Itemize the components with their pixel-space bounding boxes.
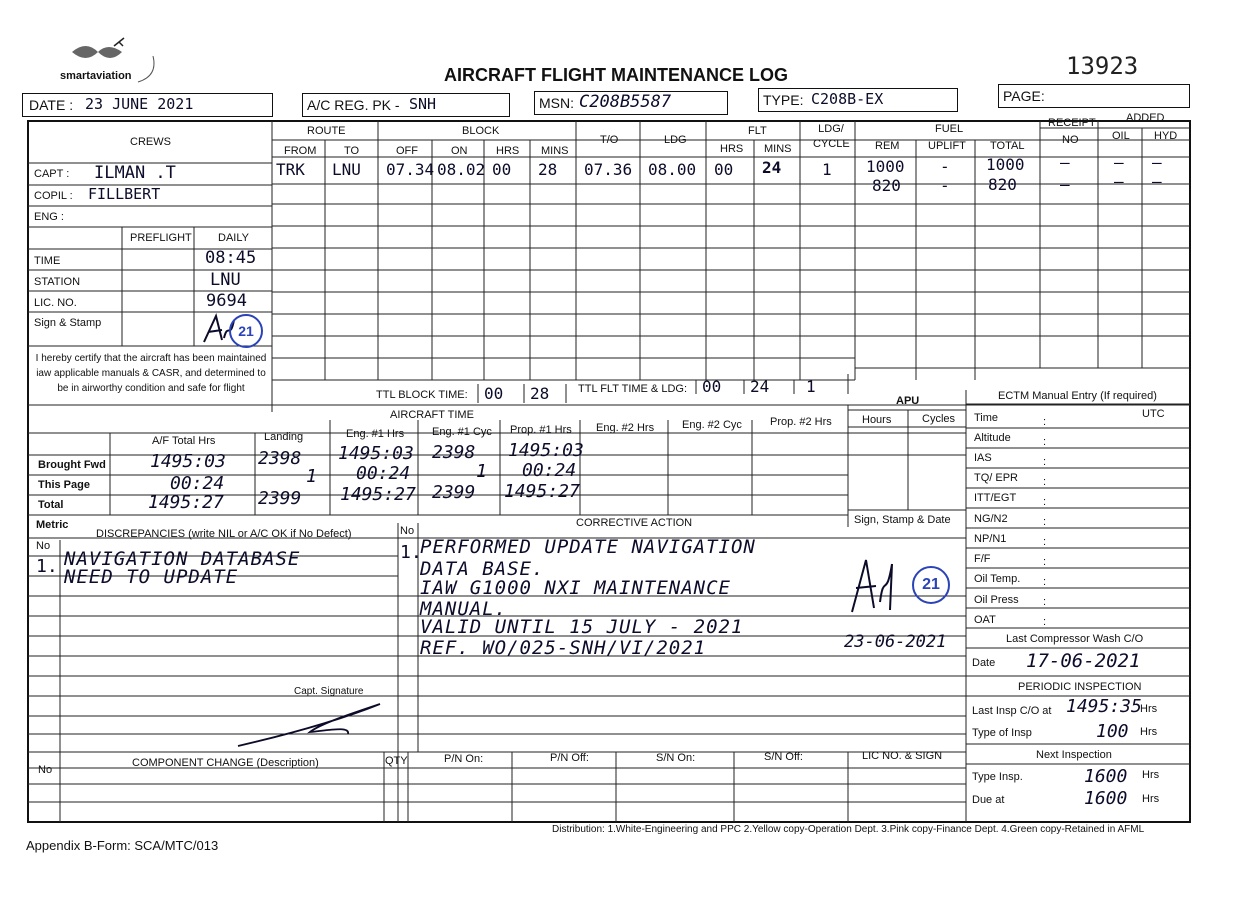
station-value: LNU xyxy=(210,270,241,290)
from-header: FROM xyxy=(284,145,317,157)
sign-stamp-label: Sign & Stamp xyxy=(34,317,102,329)
receipt-value-2: — xyxy=(1060,175,1070,194)
af-brought-fwd: 1495:03 xyxy=(150,451,226,472)
af-total: 1495:27 xyxy=(148,492,224,513)
next-type-value: 1600 xyxy=(1084,766,1128,787)
landing-header: Landing xyxy=(264,431,304,443)
copil-label: COPIL : xyxy=(34,190,73,202)
oil-value-2: — xyxy=(1114,172,1124,191)
discrepancy-line-1: NAVIGATION DATABASE xyxy=(64,548,301,570)
copil-value: FILLBERT xyxy=(88,185,161,203)
logo-text: smartaviation xyxy=(60,70,132,82)
capt-label: CAPT : xyxy=(34,168,70,180)
eng1-hrs-this-page: 00:24 xyxy=(356,463,411,484)
component-no-header: No xyxy=(38,764,53,776)
type-insp-value: 100 xyxy=(1096,721,1129,742)
from-value: TRK xyxy=(276,160,305,179)
due-at-label: Due at xyxy=(972,794,1005,806)
corrective-line-2: DATA BASE. xyxy=(420,558,545,580)
ttl-flt-label: TTL FLT TIME & LDG: xyxy=(578,383,688,395)
eng2-hrs-header: Eng. #2 Hrs xyxy=(596,422,655,434)
last-insp-value: 1495:35 xyxy=(1066,696,1142,717)
capt-value: ILMAN .T xyxy=(94,163,176,183)
landing-brought-fwd: 2398 xyxy=(258,448,302,469)
eng1-cyc-total: 2399 xyxy=(432,482,476,503)
af-total-hrs-header: A/F Total Hrs xyxy=(152,435,216,447)
ttl-ldg: 1 xyxy=(806,377,816,396)
prop1-this-page: 00:24 xyxy=(522,460,577,481)
msn-label: MSN: xyxy=(539,95,574,111)
landing-this-page: 1 xyxy=(306,466,317,487)
receipt-header: RECEIPT xyxy=(1048,117,1096,129)
flt-hrs-header: HRS xyxy=(720,143,744,155)
landing-total: 2399 xyxy=(258,488,302,509)
flt-header: FLT xyxy=(748,125,767,137)
uplift-value-1: - xyxy=(940,157,950,176)
added-header: ADDED xyxy=(1126,112,1165,124)
to-time-value: 07.36 xyxy=(584,160,633,179)
capt-signature-label: Capt. Signature xyxy=(294,686,364,697)
total-label: Total xyxy=(38,499,64,511)
corrective-line-4: MANUAL. xyxy=(420,598,508,620)
time-label: TIME xyxy=(34,255,61,267)
compressor-wash-header: Last Compressor Wash C/O xyxy=(1006,633,1144,645)
rem-header: REM xyxy=(875,140,900,152)
lic-label: LIC. NO. xyxy=(34,297,77,309)
corrective-no-header: No xyxy=(400,525,415,537)
ectm-ias: IAS xyxy=(974,452,992,464)
mins-header: MINS xyxy=(541,145,569,157)
eng-label: ENG : xyxy=(34,211,64,223)
periodic-inspection-header: PERIODIC INSPECTION xyxy=(1018,681,1142,693)
appendix-label: Appendix B-Form: SCA/MTC/013 xyxy=(26,838,219,853)
corrective-date-signed: 23-06-2021 xyxy=(844,632,947,652)
block-header: BLOCK xyxy=(462,125,500,137)
off-header: OFF xyxy=(396,145,418,157)
eng1-hrs-brought-fwd: 1495:03 xyxy=(338,443,414,464)
ttl-block-mins: 28 xyxy=(530,384,550,403)
date-label: DATE : xyxy=(29,97,74,113)
flt-hrs-value: 00 xyxy=(714,160,734,179)
eng1-cyc-this-page: 1 xyxy=(476,461,487,482)
acreg-value: SNH xyxy=(409,95,437,113)
distribution-note: Distribution: 1.White-Engineering and PPC 2.Yellow copy-Operation Dept. 3.Pink copy-Finance Dept. 4.Green copy-Retained in AFML xyxy=(552,824,1145,835)
rem-value-1: 1000 xyxy=(866,157,905,176)
eng1-cyc-header: Eng. #1 Cyc xyxy=(432,426,492,438)
component-sn-on-header: S/N On: xyxy=(656,752,696,764)
discrepancy-header: DISCREPANCIES (write NIL or A/C OK if No Defect) xyxy=(96,528,352,540)
fuel-total-value-2: 820 xyxy=(988,175,1017,194)
component-qty-header: QTY xyxy=(385,755,408,767)
ectm-tq-epr: TQ/ EPR xyxy=(974,472,1019,484)
ectm-colons: : : : : : : : : : : : xyxy=(1043,416,1047,628)
last-insp-label: Last Insp C/O at xyxy=(972,705,1052,717)
ldg-time-value: 08.00 xyxy=(648,160,697,179)
compressor-date-value: 17-06-2021 xyxy=(1026,650,1141,672)
discrepancy-item-no: 1. xyxy=(36,556,58,577)
last-insp-hrs: Hrs xyxy=(1140,703,1158,715)
ectm-oil-temp: Oil Temp. xyxy=(974,573,1021,585)
af-this-page: 00:24 xyxy=(170,473,225,494)
brought-fwd-label: Brought Fwd xyxy=(38,459,106,471)
apu-sign-label: Sign, Stamp & Date xyxy=(854,514,951,526)
date-value: 23 JUNE 2021 xyxy=(85,95,194,113)
ectm-oat: OAT xyxy=(974,614,996,626)
off-value: 07.34 xyxy=(386,160,435,179)
corrective-header: CORRECTIVE ACTION xyxy=(576,517,693,529)
prop1-total: 1495:27 xyxy=(504,481,580,502)
eng1-hrs-header: Eng. #1 Hrs xyxy=(346,428,405,440)
component-lic-header: LIC NO. & SIGN xyxy=(862,750,943,762)
station-label: STATION xyxy=(34,276,81,288)
next-type-hrs: Hrs xyxy=(1142,769,1160,781)
fuel-total-value-1: 1000 xyxy=(986,155,1025,174)
daily-label: DAILY xyxy=(218,232,249,244)
aircraft-time-header: AIRCRAFT TIME xyxy=(390,409,474,421)
to-value: LNU xyxy=(332,160,361,179)
block-hrs-value: 00 xyxy=(492,160,512,179)
ectm-ng-n2: NG/N2 xyxy=(974,513,1008,525)
cycle-value: 1 xyxy=(822,160,832,179)
type-value: C208B-EX xyxy=(811,90,884,108)
hyd-header: HYD xyxy=(1154,130,1178,142)
ectm-np-n1: NP/N1 xyxy=(974,533,1007,545)
ectm-utc: UTC xyxy=(1142,408,1165,420)
compressor-date-label: Date xyxy=(972,657,996,669)
form-title: AIRCRAFT FLIGHT MAINTENANCE LOG xyxy=(444,65,788,85)
fuel-header: FUEL xyxy=(935,123,964,135)
on-header: ON xyxy=(451,145,468,157)
flt-mins-value: 24 xyxy=(762,158,782,177)
ectm-altitude: Altitude xyxy=(974,432,1011,444)
ttl-flt-hrs: 00 xyxy=(702,377,722,396)
capt-signature-icon xyxy=(230,694,390,754)
uplift-header: UPLIFT xyxy=(928,140,966,152)
receipt-value-1: — xyxy=(1060,153,1070,172)
msn-value: C208B5587 xyxy=(579,92,672,112)
discrepancy-line-2: NEED TO UPDATE xyxy=(64,566,239,588)
time-value: 08:45 xyxy=(205,248,257,268)
acreg-label: A/C REG. PK - xyxy=(307,97,400,113)
lic-value: 9694 xyxy=(206,291,247,311)
corrective-line-5: VALID UNTIL 15 JULY - 2021 xyxy=(420,616,744,638)
eng1-hrs-total: 1495:27 xyxy=(340,484,416,505)
preflight-label: PREFLIGHT xyxy=(130,232,192,244)
type-insp-label: Type of Insp xyxy=(972,727,1032,739)
component-pn-on-header: P/N On: xyxy=(444,753,484,765)
on-value: 08.02 xyxy=(437,160,486,179)
corrective-line-1: PERFORMED UPDATE NAVIGATION xyxy=(420,536,756,558)
rem-value-2: 820 xyxy=(872,176,901,195)
fuel-total-header: TOTAL xyxy=(990,140,1025,152)
component-sn-off-header: S/N Off: xyxy=(764,751,803,763)
prop2-hrs-header: Prop. #2 Hrs xyxy=(770,416,832,428)
oil-value-1: — xyxy=(1114,153,1124,172)
apu-cycles-header: Cycles xyxy=(922,413,956,425)
corrective-line-3: IAW G1000 NXI MAINTENANCE xyxy=(420,577,731,599)
component-header: COMPONENT CHANGE (Description) xyxy=(132,757,319,769)
crews-header: CREWS xyxy=(130,136,171,148)
corrective-item-no: 1. xyxy=(400,542,422,563)
flt-mins-header: MINS xyxy=(764,143,792,155)
page-label: PAGE: xyxy=(1003,88,1045,104)
block-mins-value: 28 xyxy=(538,160,558,179)
due-at-hrs: Hrs xyxy=(1142,793,1160,805)
apu-hours-header: Hours xyxy=(862,414,892,426)
type-insp-hrs: Hrs xyxy=(1140,726,1158,738)
daily-stamp: 21 xyxy=(229,314,263,348)
route-header: ROUTE xyxy=(307,125,346,137)
metric-label: Metric xyxy=(36,519,69,531)
apu-header: APU xyxy=(896,395,920,407)
corrective-line-6: REF. WO/025-SNH/VI/2021 xyxy=(420,637,707,659)
receipt-no-header: NO xyxy=(1062,134,1079,146)
certify-text: I hereby certify that the aircraft has been maintained iaw applicable manuals & CASR, and determined to be in airworthy condition and safe for flight xyxy=(35,353,267,394)
component-pn-off-header: P/N Off: xyxy=(550,752,589,764)
ectm-ff: F/F xyxy=(974,553,991,565)
ectm-oil-press: Oil Press xyxy=(974,594,1019,606)
oil-header: OIL xyxy=(1112,130,1130,142)
serial-number: 13923 xyxy=(1066,52,1139,80)
engineer-stamp: 21 xyxy=(912,566,950,604)
due-at-value: 1600 xyxy=(1084,788,1128,809)
hrs-header: HRS xyxy=(496,145,520,157)
prop1-hrs-header: Prop. #1 Hrs xyxy=(510,424,572,436)
ectm-itt-egt: ITT/EGT xyxy=(974,492,1017,504)
hyd-value-2: — xyxy=(1152,172,1162,191)
to-header: TO xyxy=(344,145,360,157)
eng2-cyc-header: Eng. #2 Cyc xyxy=(682,419,742,431)
ttl-block-hrs: 00 xyxy=(484,384,504,403)
hyd-value-1: — xyxy=(1152,153,1162,172)
ttl-block-label: TTL BLOCK TIME: xyxy=(376,389,468,401)
discrepancy-no-header: No xyxy=(36,540,51,552)
type-label: TYPE: xyxy=(763,92,804,108)
engineer-signature-icon xyxy=(846,552,906,616)
next-inspection-header: Next Inspection xyxy=(1036,749,1112,761)
next-type-label: Type Insp. xyxy=(972,771,1023,783)
to-time-header: T/O xyxy=(600,134,619,146)
ectm-time: Time xyxy=(974,412,999,424)
ldg-header: LDG xyxy=(664,134,687,146)
uplift-value-2: - xyxy=(940,176,950,195)
ectm-header: ECTM Manual Entry (If required) xyxy=(998,390,1157,402)
this-page-label: This Page xyxy=(38,479,90,491)
ttl-flt-mins: 24 xyxy=(750,377,770,396)
eng1-cyc-brought-fwd: 2398 xyxy=(432,442,476,463)
prop1-brought-fwd: 1495:03 xyxy=(508,440,584,461)
ldg-cycle-header: LDG/ CYCLE xyxy=(813,123,850,150)
